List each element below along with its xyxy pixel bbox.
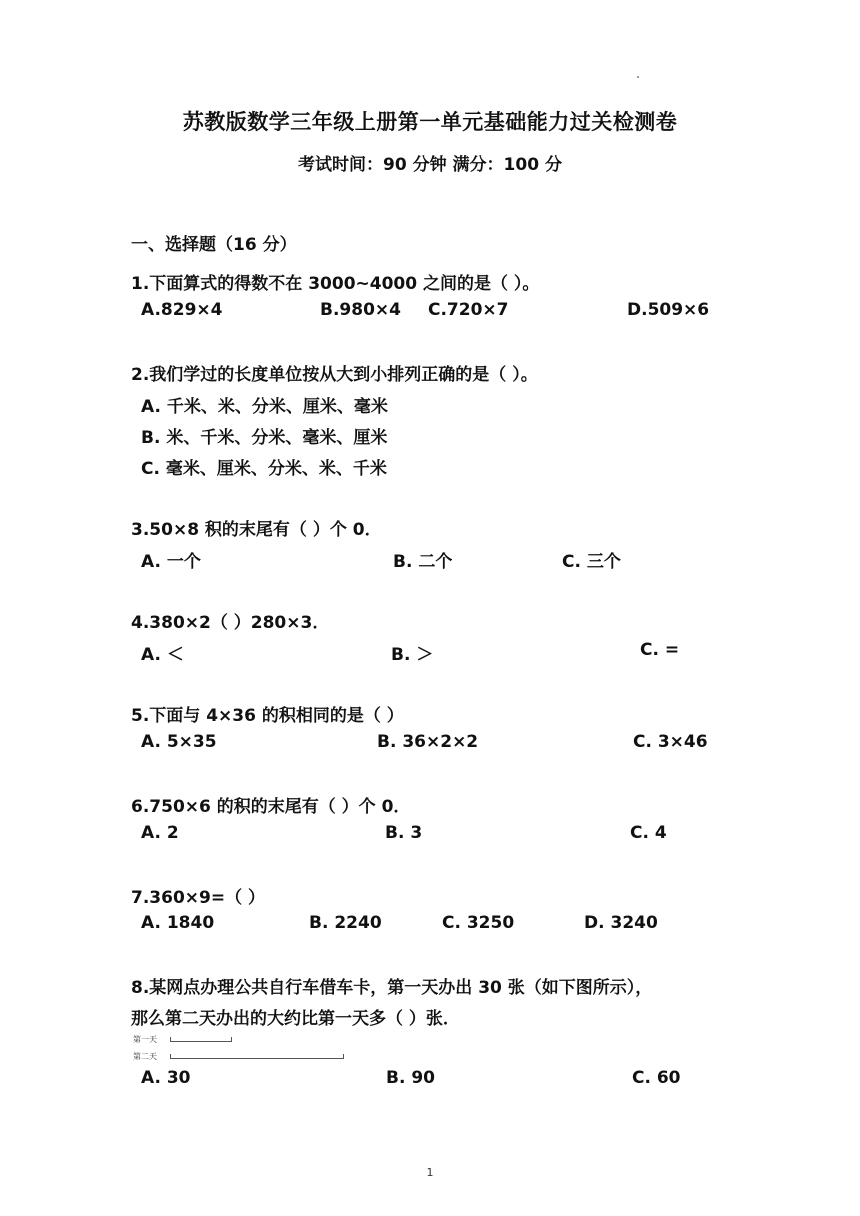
question-7-option-a: A. 1840 [141, 913, 215, 933]
question-4-option-c: C. = [640, 640, 680, 660]
question-6-option-a: A. 2 [141, 823, 179, 843]
figure-day2-bar [170, 1054, 344, 1059]
question-6-stem: 6.750×6 的积的末尾有（ ）个 0． [131, 797, 411, 817]
question-7-option-d: D. 3240 [584, 913, 658, 933]
question-2-option-a: A. 千米、米、分米、厘米、毫米 [141, 397, 388, 417]
question-4-option-a: A. ＜ [141, 645, 184, 665]
question-4-option-b: B. ＞ [391, 645, 434, 665]
figure-day2-label: 第二天 [133, 1052, 157, 1061]
question-6-option-c: C. 4 [630, 823, 667, 843]
question-5-stem: 5.下面与 4×36 的积相同的是（ ） [131, 706, 404, 726]
question-2-option-b: B. 米、千米、分米、毫米、厘米 [141, 428, 388, 448]
corner-dot [637, 76, 639, 78]
question-2-option-c: C. 毫米、厘米、分米、米、千米 [141, 459, 387, 479]
question-7-option-b: B. 2240 [309, 913, 382, 933]
question-8-option-b: B. 90 [386, 1068, 435, 1088]
question-1-stem: 1.下面算式的得数不在 3000~4000 之间的是（ ）。 [131, 274, 540, 294]
question-3-option-c: C. 三个 [562, 552, 621, 572]
question-3-stem: 3.50×8 积的末尾有（ ）个 0． [131, 520, 382, 540]
question-2-stem: 2.我们学过的长度单位按从大到小排列正确的是（ ）。 [131, 365, 538, 385]
question-3-option-a: A. 一个 [141, 552, 201, 572]
question-5-option-c: C. 3×46 [633, 732, 708, 752]
question-3-option-b: B. 二个 [393, 552, 453, 572]
question-1-option-d: D.509×6 [627, 300, 710, 320]
page-title: 苏教版数学三年级上册第一单元基础能力过关检测卷 [182, 110, 678, 134]
question-4-stem: 4.380×2（ ）280×3． [131, 613, 330, 633]
figure-day1-bar [170, 1037, 232, 1042]
question-6-option-b: B. 3 [385, 823, 423, 843]
question-8-option-c: C. 60 [632, 1068, 681, 1088]
question-7-stem: 7.360×9=（ ） [131, 888, 266, 908]
question-5-option-b: B. 36×2×2 [377, 732, 479, 752]
question-8-option-a: A. 30 [141, 1068, 191, 1088]
question-5-option-a: A. 5×35 [141, 732, 217, 752]
figure-day1-label: 第一天 [133, 1035, 157, 1044]
question-1-option-b: B.980×4 [320, 300, 401, 320]
page-number: 1 [426, 1166, 434, 1179]
question-1-option-c: C.720×7 [428, 300, 509, 320]
question-7-option-c: C. 3250 [442, 913, 515, 933]
question-8-stem: 8.某网点办理公共自行车借车卡，第一天办出 30 张（如下图所示）， [131, 978, 653, 998]
section-heading: 一、选择题（16 分） [131, 235, 297, 255]
question-1-option-a: A.829×4 [141, 300, 223, 320]
exam-info: 考试时间：90 分钟 满分：100 分 [298, 155, 562, 175]
question-8-stem-line2: 那么第二天办出的大约比第一天多（ ）张． [131, 1009, 460, 1029]
